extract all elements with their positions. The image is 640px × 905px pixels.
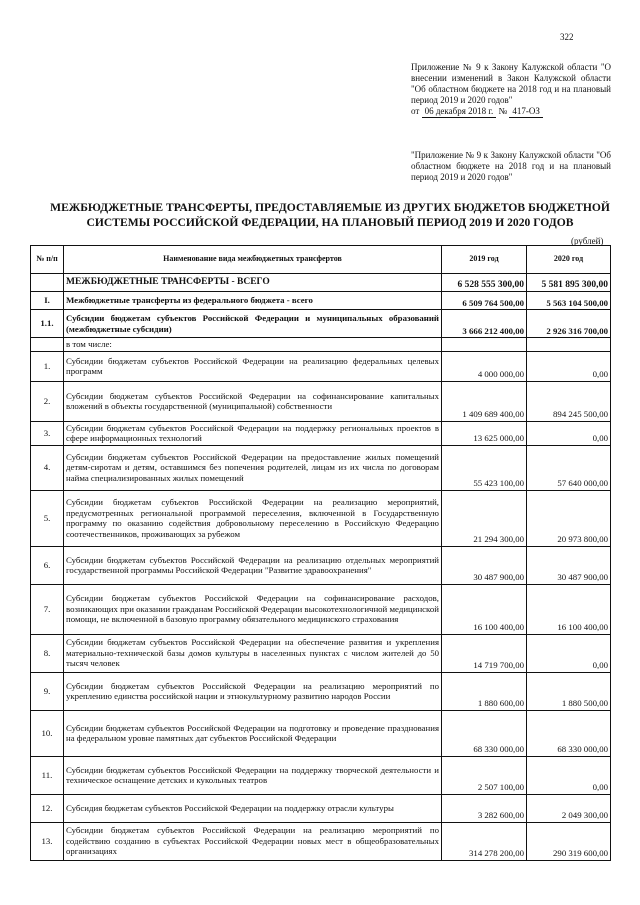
- row-num: 8.: [31, 634, 64, 672]
- subsection-name: Субсидии бюджетам субъектов Российской Федерации и муниципальных образований (межбюджетные субсидии): [64, 310, 442, 338]
- section-row: [31, 292, 611, 310]
- row-name: Субсидии бюджетам субъектов Российской Федерации на реализацию мероприятий по укреплению единства российской нации и этнокультурному развитию народов России: [64, 672, 442, 710]
- row-2020: 0,00: [527, 421, 611, 445]
- table-row: [31, 756, 611, 794]
- including-label: в том числе:: [64, 338, 442, 352]
- row-name: Субсидии бюджетам субъектов Российской Федерации на реализацию отдельных мероприятий государственной программы Российской Федерации "Развитие здравоохранения": [64, 546, 442, 584]
- row-2019: 314 278 200,00: [442, 822, 527, 860]
- header-num: № п/п: [31, 246, 64, 274]
- row-name: Субсидии бюджетам субъектов Российской Федерации на поддержку региональных проектов в сфере информационных технологий: [64, 421, 442, 445]
- row-2019: 2 507 100,00: [442, 756, 527, 794]
- row-num: 2.: [31, 381, 64, 421]
- row-2020: 1 880 500,00: [527, 672, 611, 710]
- header-name: Наименование вида межбюджетных трансфертов: [64, 246, 442, 274]
- row-2019: 1 880 600,00: [442, 672, 527, 710]
- table-row: [31, 822, 611, 860]
- row-2019: 13 625 000,00: [442, 421, 527, 445]
- table-row: [31, 351, 611, 381]
- appendix-amendment: [411, 62, 611, 118]
- table-row: [31, 490, 611, 546]
- row-num: 9.: [31, 672, 64, 710]
- row-num: 10.: [31, 710, 64, 756]
- subsection-2020: 2 926 316 700,00: [527, 310, 611, 338]
- title-line-2: СИСТЕМЫ РОССИЙСКОЙ ФЕДЕРАЦИИ, НА ПЛАНОВЫЙ ПЕРИОД 2019 И 2020 ГОДОВ: [86, 216, 574, 229]
- subsection-row: [31, 310, 611, 338]
- table-row: [31, 584, 611, 634]
- row-2019: 4 000 000,00: [442, 351, 527, 381]
- row-name: Субсидии бюджетам субъектов Российской Федерации на софинансирование расходов, возникающих при оказании гражданам Российской Федерации высокотехнологичной медицинской помощи, не включенной в базовую программу обязательного медицинского страхования: [64, 584, 442, 634]
- law-date: 06 декабря 2018 г.: [422, 106, 497, 118]
- row-2019: 16 100 400,00: [442, 584, 527, 634]
- table-row: [31, 710, 611, 756]
- row-2020: 30 487 900,00: [527, 546, 611, 584]
- row-2019: 14 719 700,00: [442, 634, 527, 672]
- row-num: 5.: [31, 490, 64, 546]
- law-number: 417-ОЗ: [509, 106, 543, 118]
- row-name: Субсидии бюджетам субъектов Российской Федерации на реализацию федеральных целевых программ: [64, 351, 442, 381]
- row-num: 12.: [31, 794, 64, 822]
- section-num: I.: [31, 292, 64, 310]
- table-row: [31, 381, 611, 421]
- row-2019: 21 294 300,00: [442, 490, 527, 546]
- row-2020: 2 049 300,00: [527, 794, 611, 822]
- row-2019: 3 282 600,00: [442, 794, 527, 822]
- including-row: [31, 338, 611, 352]
- table-row: [31, 421, 611, 445]
- row-name: Субсидии бюджетам субъектов Российской Федерации на софинансирование капитальных вложений в объекты государственной (муниципальной) собственности: [64, 381, 442, 421]
- section-2019: 6 509 764 500,00: [442, 292, 527, 310]
- subsection-2019: 3 666 212 400,00: [442, 310, 527, 338]
- row-2020: 16 100 400,00: [527, 584, 611, 634]
- row-2019: 55 423 100,00: [442, 445, 527, 490]
- row-2020: 68 330 000,00: [527, 710, 611, 756]
- row-2020: 290 319 600,00: [527, 822, 611, 860]
- transfers-table: [30, 245, 611, 861]
- row-name: Субсидии бюджетам субъектов Российской Федерации на реализацию мероприятий, предусмотренных региональной программой переселения, включенной в Государственную программу по оказанию содействия добровольному переселению в Российскую Федерацию соотечественников, проживающих за рубежом: [64, 490, 442, 546]
- header-2019: 2019 год: [442, 246, 527, 274]
- appendix-amendment-text: Приложение № 9 к Закону Калужской области "О внесении изменений в Закон Калужской области "Об областном бюджете на 2018 год и на плановый период 2019 и 2020 годов": [411, 62, 611, 105]
- total-name: МЕЖБЮДЖЕТНЫЕ ТРАНСФЕРТЫ - ВСЕГО: [64, 274, 442, 292]
- row-num: 1.: [31, 351, 64, 381]
- number-label: №: [498, 106, 508, 116]
- row-name: Субсидии бюджетам субъектов Российской Федерации на подготовку и проведение празднования на федеральном уровне памятных дат субъектов Российской Федерации: [64, 710, 442, 756]
- row-num: 7.: [31, 584, 64, 634]
- row-num: 6.: [31, 546, 64, 584]
- table-row: [31, 634, 611, 672]
- table-header-row: [31, 246, 611, 274]
- law-date-line: [411, 106, 611, 118]
- subsection-num: 1.1.: [31, 310, 64, 338]
- row-name: Субсидии бюджетам субъектов Российской Федерации на обеспечение развития и укрепления материально-технической базы домов культуры в населенных пунктах с числом жителей до 50 тысяч человек: [64, 634, 442, 672]
- row-num: 3.: [31, 421, 64, 445]
- total-2019: 6 528 555 300,00: [442, 274, 527, 292]
- table-row: [31, 445, 611, 490]
- table-row: [31, 794, 611, 822]
- table-row: [31, 546, 611, 584]
- row-num: 4.: [31, 445, 64, 490]
- row-2020: 57 640 000,00: [527, 445, 611, 490]
- row-name: Субсидия бюджетам субъектов Российской Федерации на поддержку отрасли культуры: [64, 794, 442, 822]
- row-2020: 20 973 800,00: [527, 490, 611, 546]
- row-2020: 894 245 500,00: [527, 381, 611, 421]
- appendix-original: "Приложение № 9 к Закону Калужской области "Об областном бюджете на 2018 год и на плановый период 2019 и 2020 годов": [411, 150, 611, 182]
- row-2019: 30 487 900,00: [442, 546, 527, 584]
- row-2019: 1 409 689 400,00: [442, 381, 527, 421]
- row-2019: 68 330 000,00: [442, 710, 527, 756]
- row-num: 11.: [31, 756, 64, 794]
- header-2020: 2020 год: [527, 246, 611, 274]
- row-num: 13.: [31, 822, 64, 860]
- units-label: (рублей): [571, 236, 604, 246]
- row-2020: 0,00: [527, 756, 611, 794]
- section-name: Межбюджетные трансферты из федерального бюджета - всего: [64, 292, 442, 310]
- row-2020: 0,00: [527, 634, 611, 672]
- row-name: Субсидии бюджетам субъектов Российской Федерации на предоставление жилых помещений детям-сиротам и детям, оставшимся без попечения родителей, лицам из их числа по договорам найма специализированных жилых помещений: [64, 445, 442, 490]
- total-2020: 5 581 895 300,00: [527, 274, 611, 292]
- row-name: Субсидии бюджетам субъектов Российской Федерации на поддержку творческой деятельности и техническое оснащение детских и кукольных театров: [64, 756, 442, 794]
- row-name: Субсидии бюджетам субъектов Российской Федерации на реализацию мероприятий по содействию созданию в субъектах Российской Федерации новых мест в общеобразовательных организациях: [64, 822, 442, 860]
- table-row: [31, 672, 611, 710]
- page-number: 322: [560, 32, 574, 42]
- page-title: [40, 200, 620, 230]
- total-row: [31, 274, 611, 292]
- row-2020: 0,00: [527, 351, 611, 381]
- section-2020: 5 563 104 500,00: [527, 292, 611, 310]
- title-line-1: МЕЖБЮДЖЕТНЫЕ ТРАНСФЕРТЫ, ПРЕДОСТАВЛЯЕМЫЕ ИЗ ДРУГИХ БЮДЖЕТОВ БЮДЖЕТНОЙ: [50, 201, 610, 214]
- from-label: от: [411, 106, 420, 116]
